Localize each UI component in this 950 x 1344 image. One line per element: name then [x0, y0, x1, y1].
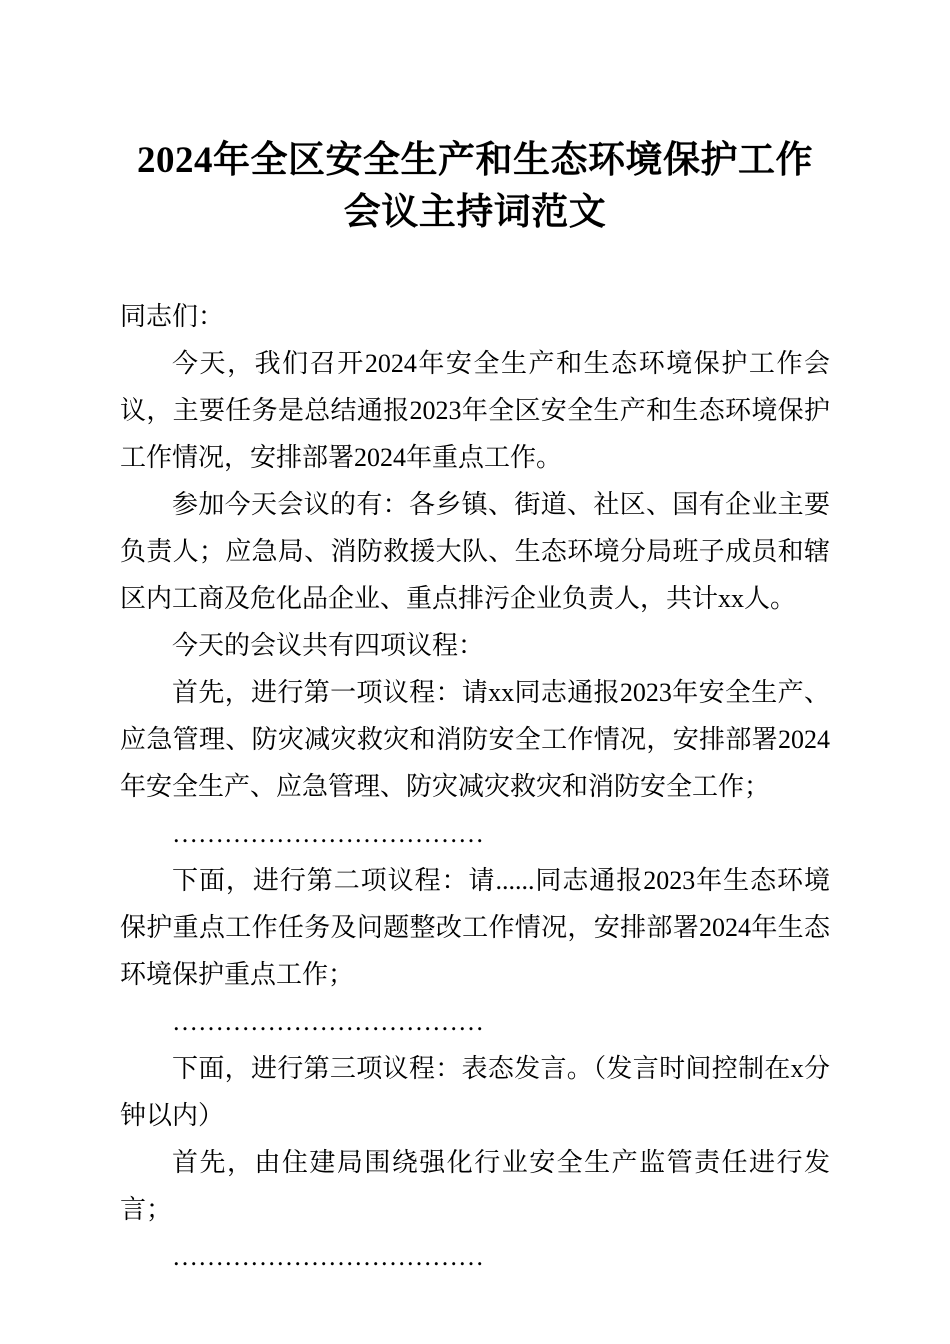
- paragraph: 今天的会议共有四项议程：: [172, 631, 485, 660]
- document-body: [120, 293, 830, 1280]
- paragraph: 下面，进行第二项议程：请......同志通报2023年生态环境保护重点工作任务及问题整改工作情况，安排部署2024年生态环境保护重点工作；: [120, 866, 830, 989]
- paragraph: 今天，我们召开2024年安全生产和生态环境保护工作会议，主要任务是总结通报2023年全区安全生产和生态环境保护工作情况，安排部署2024年重点工作。: [120, 349, 830, 472]
- paragraph: ………………………………: [172, 1242, 484, 1271]
- paragraph: ………………………………: [172, 1007, 484, 1036]
- paragraph: 首先，由住建局围绕强化行业安全生产监管责任进行发言；: [120, 1148, 830, 1224]
- paragraph: 首先，进行第一项议程：请xx同志通报2023年安全生产、应急管理、防灾减灾救灾和消防安全工作情况，安排部署2024年安全生产、应急管理、防灾减灾救灾和消防安全工作；: [120, 678, 830, 801]
- paragraph: 同志们：: [120, 302, 225, 331]
- paragraph: 下面，进行第三项议程：表态发言。（发言时间控制在x分钟以内）: [120, 1054, 830, 1130]
- paragraph: ………………………………: [172, 819, 484, 848]
- paragraph: 参加今天会议的有：各乡镇、街道、社区、国有企业主要负责人；应急局、消防救援大队、生态环境分局班子成员和辖区内工商及危化品企业、重点排污企业负责人，共计xx人。: [120, 490, 830, 613]
- document-title: 2024年全区安全生产和生态环境保护工作会议主持词范文: [137, 140, 813, 233]
